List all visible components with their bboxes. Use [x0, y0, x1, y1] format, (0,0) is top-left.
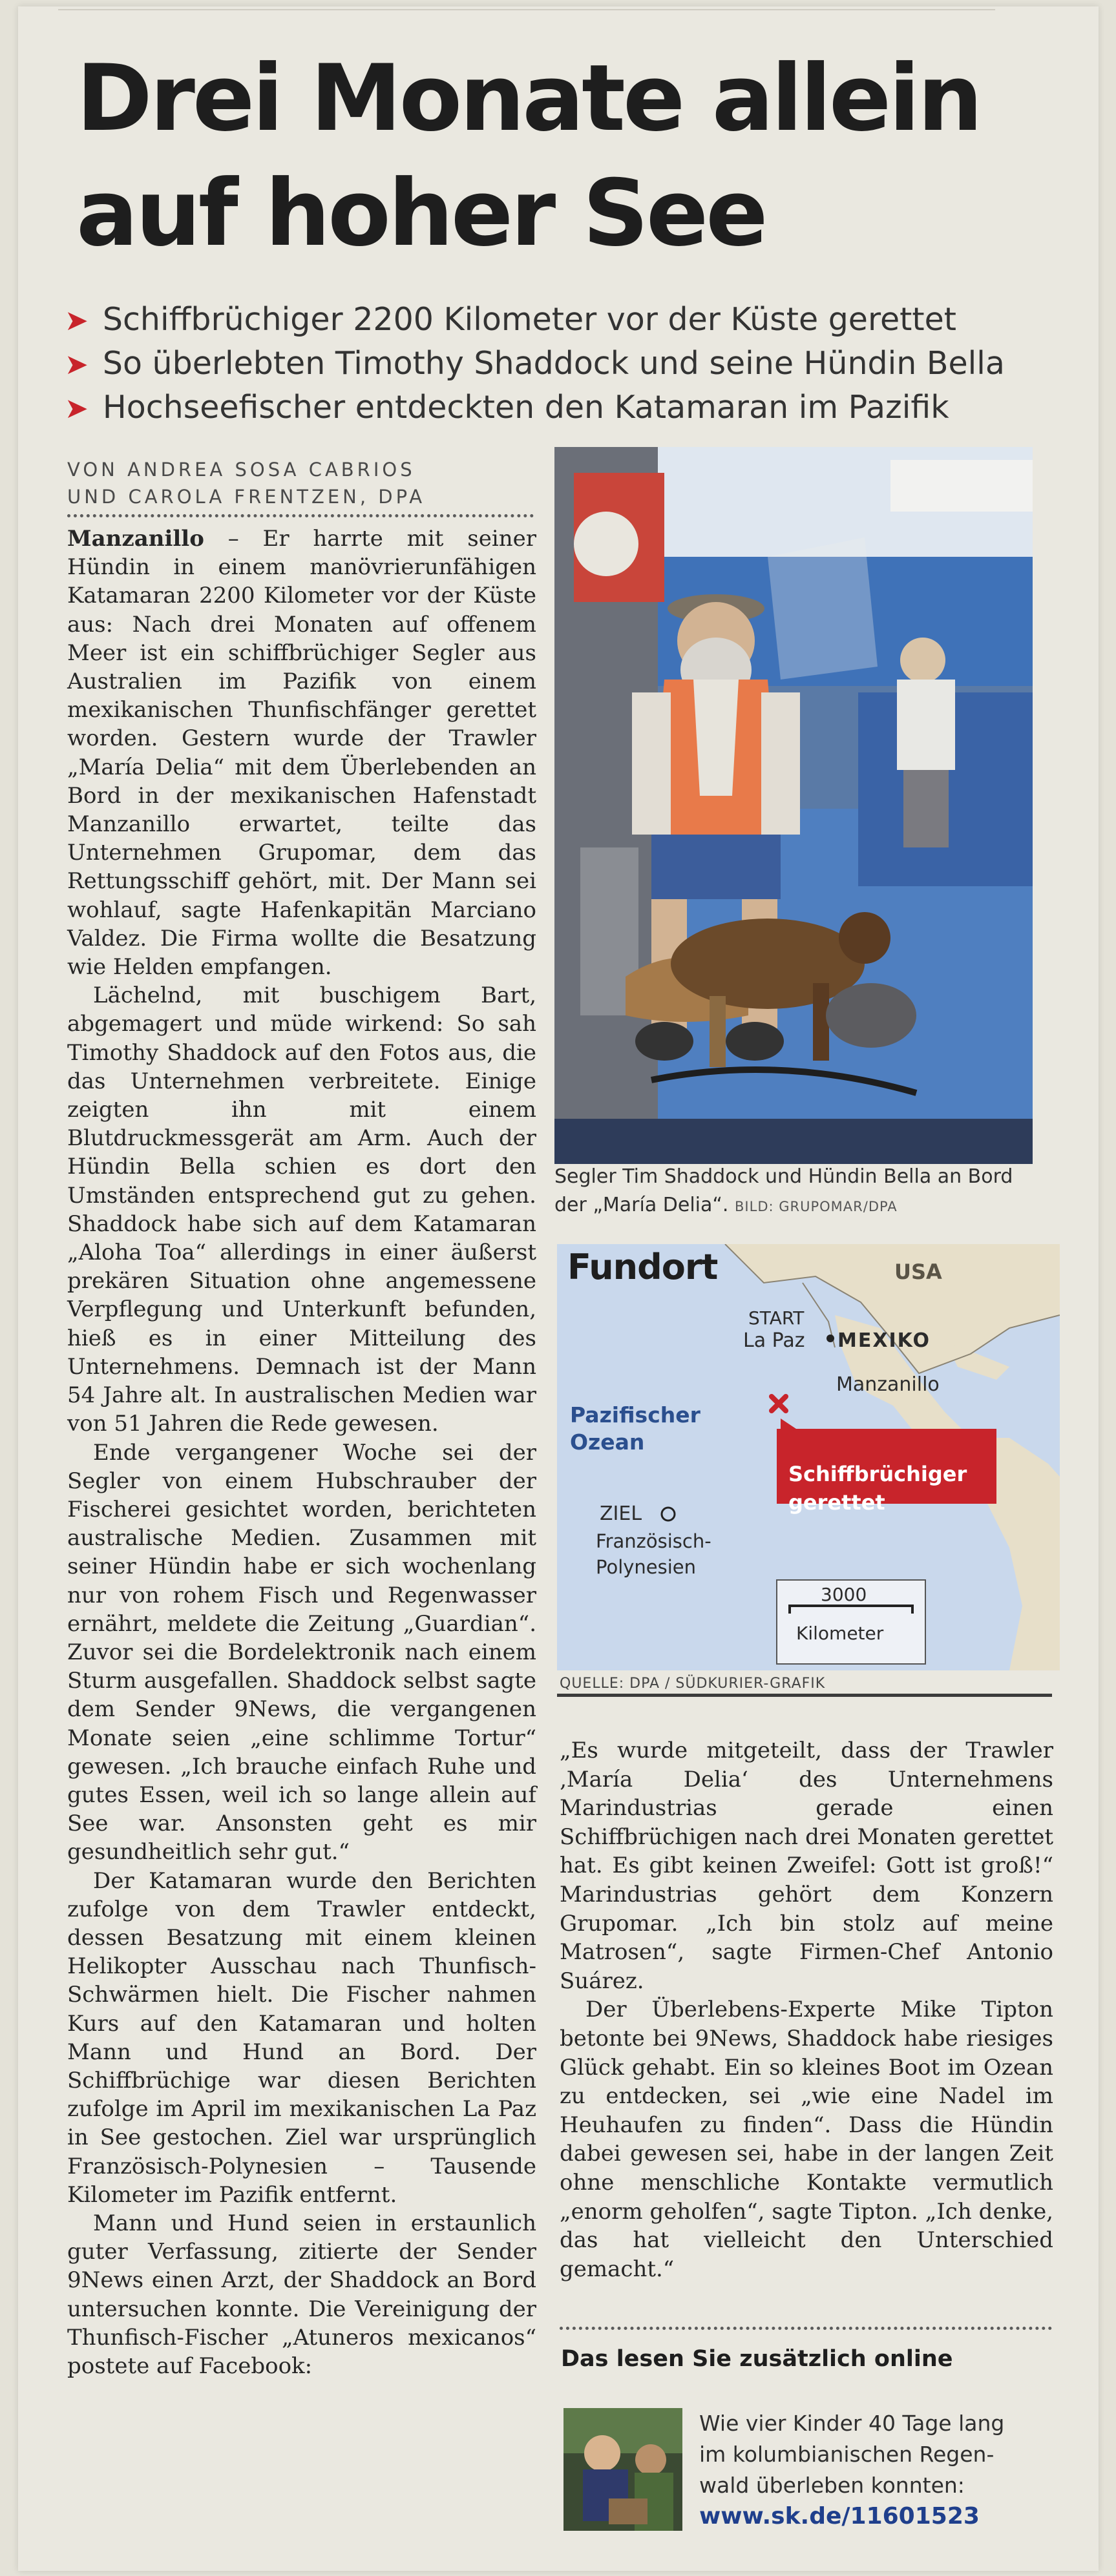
map-label-ocean: Pazifischer Ozean	[570, 1402, 700, 1455]
headline-line-2: auf hoher See	[76, 160, 766, 267]
map-label-usa: USA	[894, 1260, 942, 1284]
dateline: Manzanillo	[67, 526, 204, 552]
article-column-1	[67, 525, 536, 2380]
map-label-la-paz: La Paz	[743, 1329, 805, 1352]
arrow-right-icon: ➤	[65, 392, 89, 425]
article-paragraph: „Es wurde mitgeteilt, dass der Trawler ‚María Delia‘ des Unternehmens Marindustrias gerade einen Schiffbrüchigen nach drei Monaten gerettet hat. Es gibt keinen Zweifel: Gott ist groß!“ Marindustrias gehört dem Konzern Grupomar. „Ich bin stolz auf meine Matrosen“, sagte Firmen-Chef Antonio Suárez.	[560, 1738, 1053, 1994]
article-paragraph: Der Katamaran wurde den Berichten zufolge von dem Trawler entdeckt, dessen Besatzung mit einem kleinen Helikopter Ausschau nach Thunfisch-Schwärmen hielt. Die Fischer nahmen Kurs auf den Katamaran und holten Mann und Hund an Bord. Der Schiffbrüchige war diesen Berichten zufolge im April im mexikanischen La Paz in See gestochen. Ziel war ursprünglich Französisch-Polynesien – Tausende Kilometer im Pazifik entfernt.	[67, 1867, 536, 2208]
map-label-manzanillo: Manzanillo	[836, 1373, 940, 1396]
map-scale-unit: Kilometer	[796, 1623, 884, 1644]
map-scale-value: 3000	[821, 1584, 867, 1605]
map-label-rescued: Schiffbrüchiger gerettet	[788, 1462, 967, 1515]
map-divider	[557, 1694, 1052, 1697]
subheadline-list	[65, 298, 1034, 430]
headline	[76, 41, 1020, 271]
top-divider	[58, 9, 995, 10]
byline: VON ANDREA SOSA CABRIOS UND CAROLA FRENTZEN, DPA	[67, 459, 426, 508]
map-label-mexiko: MEXIKO	[837, 1329, 931, 1352]
map-title: Fundort	[567, 1247, 718, 1287]
article-paragraph: Ende vergangener Woche sei der Segler von einem Hubschrauber der Fischerei gesichtet worden, berichteten australische Medien. Zusammen mit seiner Hündin habe er sich wochenlang nur von rohem Fisch und Regenwasser ernährt, meldete die Zeitung „Guardian“. Zuvor sei die Bordelektronik nach einem Sturm ausgefallen. Shaddock selbst sagte dem Sender 9News, die vergangenen Monate seien „eine schlimme Tortur“ gewesen. „Ich brauche einfach Ruhe und gutes Essen, weil ich so lange allein auf See war. Ansonsten geht es mir gesundheitlich sehr gut.“	[67, 1439, 536, 1865]
online-teaser-thumbnail[interactable]	[563, 2408, 682, 2531]
online-heading: Das lesen Sie zusätzlich online	[561, 2346, 953, 2372]
article-paragraph: Mann und Hund seien in erstaunlich guter Verfassung, zitierte der Sender 9News einen Arzt, der Shaddock an Bord untersuchen konnte. Die Vereinigung der Thunfisch-Fischer „Atuneros mexicanos“ postete auf Facebook:	[67, 2210, 536, 2379]
map-label-ziel: ZIEL	[600, 1502, 642, 1525]
byline-divider	[67, 514, 534, 517]
arrow-right-icon: ➤	[65, 348, 89, 381]
article-paragraph: Der Überlebens-Experte Mike Tipton betonte bei 9News, Shaddock habe riesiges Glück gehabt. Ein so kleines Boot im Ozean zu entdecken, sei „wie eine Nadel im Heuhaufen zu finden“. Dass die Hündin dabei gewesen sei, habe in der langen Zeit ohne menschliche Kontakte vermutlich „enorm geholfen“, sagte Tipton. „Ich denke, das hat vielleicht den Unterschied gemacht.“	[560, 1997, 1053, 2282]
subheadline-item: ➤ Schiffbrüchiger 2200 Kilometer vor der Küste gerettet	[65, 301, 956, 338]
subheadline-item: ➤ Hochseefischer entdeckten den Katamaran im Pazifik	[65, 389, 949, 426]
article-paragraph: Lächelnd, mit buschigem Bart, abgemagert und müde wirkend: So sah Timothy Shaddock auf den Fotos aus, die das Unternehmen verbreitete. Einige zeigten ihn mit einem Blutdruckmessgerät am Arm. Auch der Hündin Bella schien es dort den Umständen entsprechend gut zu gehen. Shaddock habe sich auf dem Katamaran „Aloha Toa“ allerdings in einer äußerst prekären Situation ohne angemessene Verpflegung und Unterkunft befunden, hieß es in einer Mitteilung des Unternehmens. Demnach ist der Mann 54 Jahre alt. In australischen Medien war von 51 Jahren die Rede gewesen.	[67, 982, 536, 1437]
map-source: QUELLE: DPA / SÜDKURIER-GRAFIK	[560, 1676, 826, 1692]
online-divider	[560, 2327, 1052, 2330]
online-teaser-text: Wie vier Kinder 40 Tage lang im kolumbianischen Regen- wald überleben konnten: www.sk.de/11601523	[699, 2408, 1048, 2532]
headline-line-1: Drei Monate allein	[76, 45, 980, 152]
photo-sailor-and-dog	[554, 447, 1033, 1164]
map-label-polynesia: Französisch- Polynesien	[596, 1530, 711, 1578]
subheadline-item: ➤ So überlebten Timothy Shaddock und seine Hündin Bella	[65, 345, 1005, 382]
photo-caption: Segler Tim Shaddock und Hündin Bella an Bord der „María Delia“. BILD: GRUPOMAR/DPA	[554, 1165, 1013, 1216]
online-teaser-link[interactable]: www.sk.de/11601523	[699, 2503, 980, 2529]
arrow-right-icon: ➤	[65, 304, 89, 337]
map-label-start: START	[748, 1307, 805, 1329]
photo-credit: BILD: GRUPOMAR/DPA	[735, 1199, 898, 1214]
article-column-2	[560, 1736, 1053, 2283]
article-paragraph: Manzanillo – Er harrte mit seiner Hündin in einem manövrierunfähigen Katamaran 2200 Kilometer vor der Küste aus: Nach drei Monaten auf offenem Meer ist ein schiffbrüchiger Segler aus Australien im Pazifik von einem mexikanischen Thunfischfänger gerettet worden. Gestern wurde der Trawler „María Delia“ mit dem Überlebenden an Bord in der mexikanischen Hafenstadt Manzanillo erwartet, teilte das Unternehmen Grupomar, dem das Rettungsschiff gehört, mit. Der Mann sei wohlauf, sagte Hafenkapitän Marciano Valdez. Die Firma wollte die Besatzung wie Helden empfangen.	[67, 526, 536, 981]
map-graphic	[557, 1244, 1060, 1670]
